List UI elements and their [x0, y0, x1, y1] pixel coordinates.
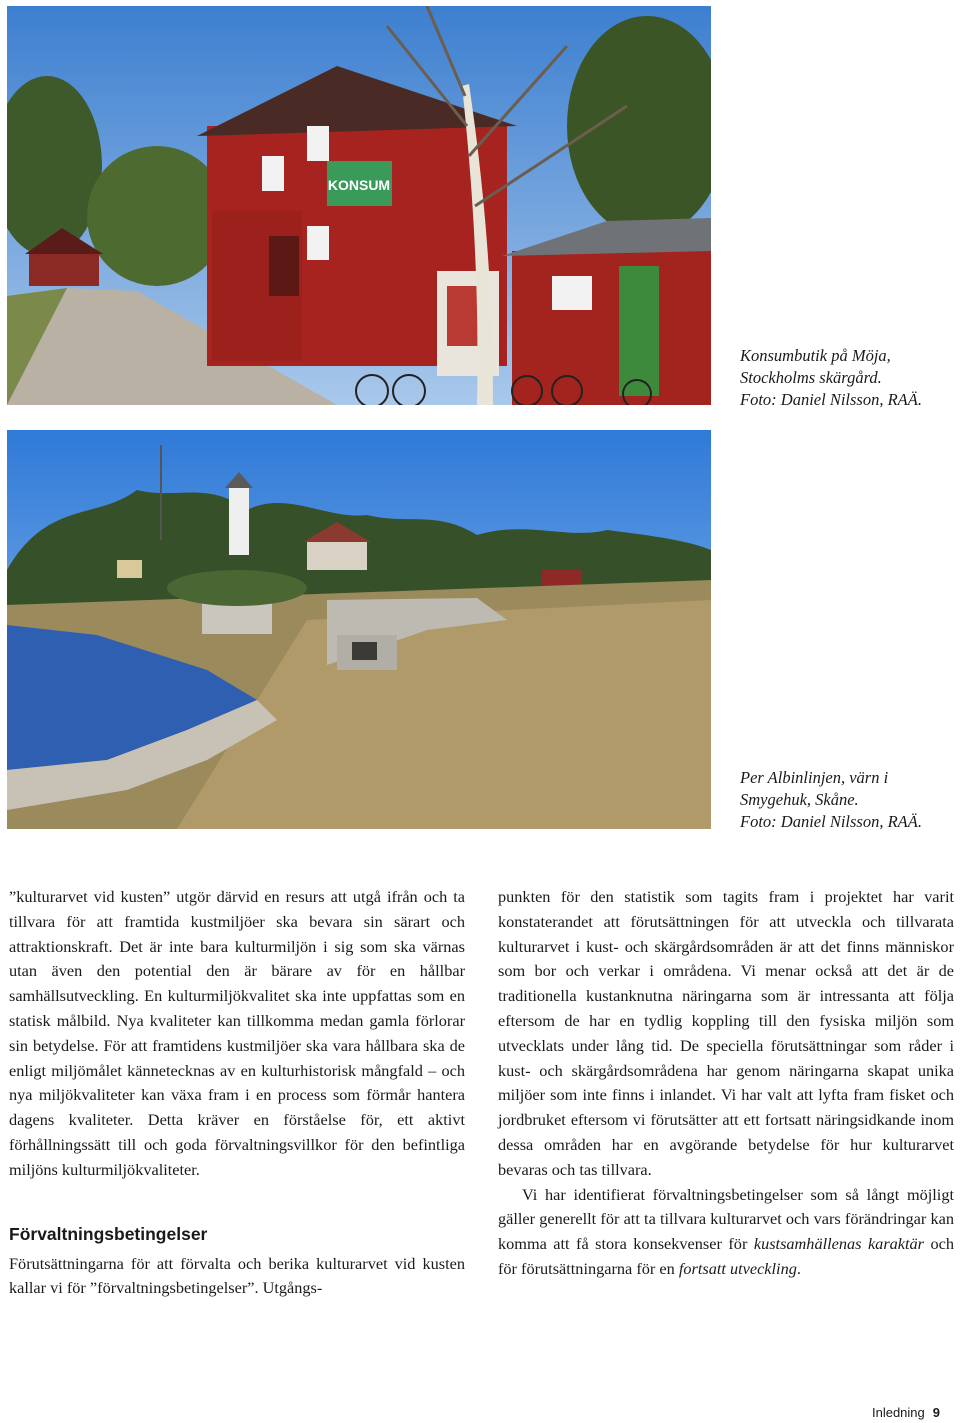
caption-coastal-bunker [740, 767, 955, 833]
coastal-bunker-illustration [7, 430, 711, 829]
caption-konsum-shop [740, 345, 955, 411]
caption-line: Smygehuk, Skåne. [740, 790, 859, 809]
body-text: och för förutsättningarna för en [498, 1234, 955, 1278]
body-text: . [796, 1258, 801, 1278]
caption-line: Foto: Daniel Nilsson, RAÄ. [740, 390, 922, 409]
section-heading: Förvaltningsbetingelser [9, 1223, 208, 1244]
konsum-sign-text: KONSUM [327, 177, 391, 193]
body-paragraph [498, 1183, 954, 1282]
caption-line: Per Albinlinjen, värn i [740, 768, 889, 787]
page-footer [872, 1404, 940, 1422]
body-paragraph: Förutsättningarna för att förvalta och berika kulturarvet vid kusten kallar vi för ”förvaltningsbetingelser”. Utgångs- [9, 1253, 465, 1298]
emphasis-text: fortsatt utveckling [678, 1258, 797, 1278]
konsum-shop-illustration [7, 6, 711, 405]
emphasis-text: kustsamhällenas karaktär [753, 1234, 925, 1254]
page-number: 9 [932, 1405, 940, 1420]
text-column-left [9, 885, 465, 1301]
body-paragraph: ”kulturarvet vid kusten” utgör därvid en resurs att utgå ifrån och ta tillvara för att framtida kustmiljöer ska bevara sin särart och attraktionskraft. Det är inte bara kulturmiljön i sig som ska värnas utan även den potential den är bärare av för en hållbar samhällsutveckling. En kulturmiljökvalitet ska inte uppfattas som en statisk målbild. Nya kvaliteter kan tillkomma medan gamla förlorar sin betydelse. För att framtidens kustmiljöer ska vara hållbara ska de enligt miljömålet kännetecknas av en kulturhistorisk mångfald – och nya miljökvaliteter kan växa fram i en process som förmår hantera dagens kvaliteter. Detta kräver en förståelse för, ett aktivt förhållningssätt till och goda förvaltningsvillkor för den befintliga miljöns kulturmiljökvaliteter. [9, 887, 465, 1179]
body-text: Vi har identifierat förvaltningsbetingelser som så långt möjligt gäller generellt för att ta tillvara kulturarvet och vars förändringar kan komma att få stora konsekvenser för [498, 1184, 954, 1254]
photo-coastal-bunker [7, 430, 711, 829]
body-paragraph: punkten för den statistik som tagits fram i projektet har varit konstaterandet att förutsättningen för att utveckla och tillvarata kulturarvet i kust- och skärgårdsområden är att det finns människor som bor och verkar i områdena. Vi menar också att det är de traditionella kustanknutna näringarna som är intressanta att följa eftersom de har en tydlig koppling till den fysiska miljön som utvecklats under lång tid. De speciella förutsättningar som råder i kust- och skärgårdsområdena har genom näringarna skapat unika miljöer som inte finns i inlandet. Vi har valt att lyfta fram fisket och jordbruket eftersom vi förutsätter att ett fortsatt näringsidkande inom dessa områden har en avgörande betydelse för hur kulturarvet bevaras och tas tillvara. [498, 887, 954, 1179]
caption-line: Foto: Daniel Nilsson, RAÄ. [740, 812, 922, 831]
caption-line: Stockholms skärgård. [740, 368, 882, 387]
text-column-right [498, 885, 954, 1282]
caption-line: Konsumbutik på Möja, [740, 346, 891, 365]
footer-section-name: Inledning [871, 1405, 925, 1420]
photo-konsum-shop [7, 6, 711, 405]
